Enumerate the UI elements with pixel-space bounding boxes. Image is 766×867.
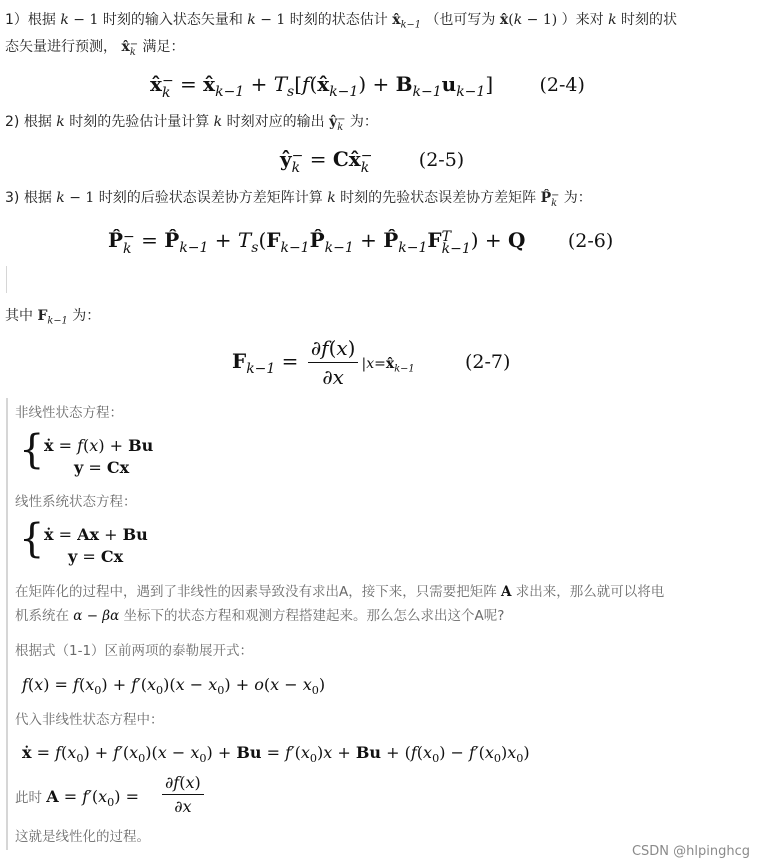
quote-paragraph-1-line-2: 机系统在 α − βα 坐标下的状态方程和观测方程搭建起来。那么怎么求出这个A呢? [15,608,505,624]
linear-eq-1: ẋ = Ax + Bu [44,525,148,544]
then-line: 此时 $A = f'(x_0)$ = [15,787,139,809]
taylor-intro: 根据式（1-1）区前两项的泰勒展开式： [15,643,254,659]
equation-2-7: $F_{k-1}$ = $\frac{\partial f(x)}{\partial x}$ $|x=x̂_{k-1}$ (2-7) [232,336,511,389]
equation-2-6-number: (2-6) [567,230,614,252]
nonlinear-eq-1: ẋ = f(x) + Bu [44,436,154,455]
quote-bar [6,398,8,850]
equation-2-5-number: (2-5) [418,149,465,171]
linear-eq-2: y = Cx [68,547,124,566]
equation-2-4-number: (2-4) [539,74,585,96]
substitute-intro: 代入非线性状态方程中： [15,712,164,728]
conclusion: 这就是线性化的过程。 [15,829,150,845]
paragraph-4: 其中 $F_{k-1}$ 为： [5,308,101,327]
paragraph-3: 3) 根据 k − 1 时刻的后验状态误差协方差矩阵计算 k 时刻的先验状态误差协方差矩阵 P̂− k 为： [5,190,592,210]
substituted-equation: ẋ = $f(x_0) + f'(x_0)(x - x_0) + Bu = f'(x_0)x + Bu + (f(x_0) - f'(x_0)x_0)$ [22,743,530,765]
taylor-equation: $f(x) = f(x_0) + f'(x_0)(x - x_0) + o(x - x_0)$ [22,675,326,697]
then-fraction: $\frac{\partial f(x)}{\partial x}$ [162,773,204,816]
left-divider [6,266,7,293]
linear-title: 线性系统状态方程： [15,494,137,510]
equation-2-4: x̂− $k = x̂_{k-1}$ + $T_s[f(x̂_{k-1}) + B_{k-1}u_{k-1}]$ (2-4) [150,72,585,102]
equation-2-5: ŷ− k = Cx̂− k (2-5) [280,147,465,177]
linear-brace: { [19,516,45,562]
paragraph-1-line-1: 1）根据 k − 1 时刻的输入状态矢量和 k − 1 时刻的状态估计 $x̂_{k-1}$ （也可写为 x̂(k − 1) ）来对 k 时刻的状 [5,12,678,31]
paragraph-2: 2) 根据 k 时刻的先验估计量计算 k 时刻对应的输出 ŷ− k 为： [5,114,378,134]
nonlinear-title: 非线性状态方程： [15,405,123,421]
nonlinear-eq-2: y = Cx [74,458,130,477]
equation-2-7-number: (2-7) [464,351,511,373]
paragraph-1-line-2: 态矢量进行预测， x̂− k 满足： [5,39,185,59]
equation-2-6: P̂− $k = P̂_{k-1}$ + $T_s(F_{k-1}P̂_{k-1}$ + $P̂_{k-1}FT$ k−1) + Q (2-6) [108,228,614,258]
quote-paragraph-1-line-1: 在矩阵化的过程中，遇到了非线性的因素导致没有求出A，接下来，只需要把矩阵 A 求出来，那么就可以将电 [15,584,665,600]
nonlinear-brace: { [19,427,45,473]
watermark: CSDN @hlpinghcg [631,844,750,859]
